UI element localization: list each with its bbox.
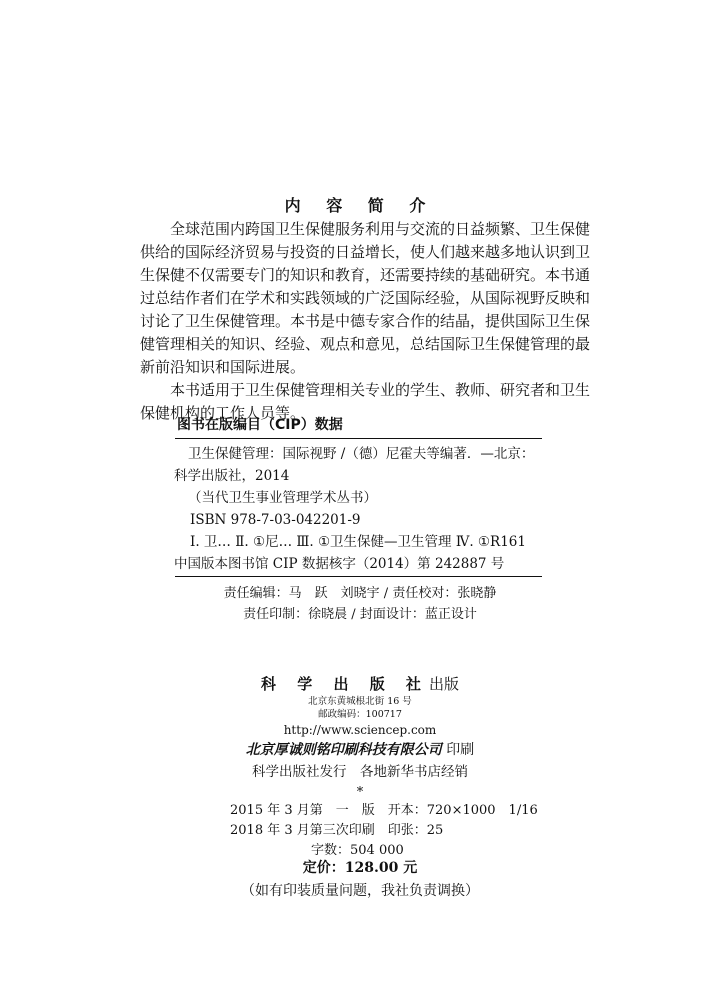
price: 定价：128.00 元 [302, 860, 418, 876]
printer-suffix: 印刷 [446, 742, 475, 758]
specs-line: 字数：504 000 [311, 843, 404, 858]
credits-line: 责任印制：徐晓晨 / 封面设计：蓝正设计 [243, 607, 477, 622]
intro-title: 内 容 简 介 [284, 196, 436, 215]
editorial-credits [0, 583, 720, 625]
cip-line: （当代卫生事业管理学术丛书） [188, 490, 377, 506]
publisher-name [0, 673, 720, 695]
cip-top-rule [175, 438, 542, 439]
cip-bottom-rule [175, 576, 542, 577]
intro-paragraph: 全球范围内跨国卫生保健服务利用与交流的日益频繁、卫生保健供给的国际经济贸易与投资的日益增长，使人们越来越多地认识到卫生保健不仅需要专门的知识和教育，还需要持续的基础研究。本书通过总结作者们在学术和实践领域的广泛国际经验，从国际视野反映和讨论了卫生保健管理。本书是中德专家合作的结晶，提供国际卫生保健管理相关的知识、经验、观点和意见，总结国际卫生保健管理的最新前沿知识和国际进展。 [140, 220, 591, 376]
printer-line [0, 739, 720, 761]
publisher-address: 北京东黄城根北街 16 号 [308, 696, 412, 707]
specs-line: 2015 年 3 月第 一 版 开本：720×1000 1/16 [230, 803, 538, 818]
publisher-postcode: 邮政编码：100717 [318, 709, 402, 720]
cip-line: ISBN 978-7-03-042201-9 [190, 512, 361, 528]
quality-notice: （如有印装质量问题，我社负责调换） [241, 883, 479, 899]
specs-line: 2018 年 3 月第三次印刷 印张：25 [230, 823, 444, 838]
cip-line: 中国版本图书馆 CIP 数据核字（2014）第 242887 号 [174, 556, 505, 572]
intro-paragraph: 本书适用于卫生保健管理相关专业的学生、教师、研究者和卫生保健机构的工作人员等。 [140, 381, 591, 422]
publisher-url: http://www.sciencep.com [283, 723, 437, 737]
publisher-name-suffix: 出版 [428, 675, 459, 693]
distribution-line: 科学出版社发行 各地新华书店经销 [252, 764, 468, 780]
cip-line: 科学出版社，2014 [174, 468, 290, 484]
print-specs [230, 801, 538, 861]
cip-heading: 图书在版编目（CIP）数据 [177, 417, 343, 433]
intro-body [140, 218, 590, 425]
cip-line: 卫生保健管理：国际视野 /（德）尼霍夫等编著．—北京： [188, 446, 535, 462]
printer-name: 北京厚诚则铭印刷科技有限公司 [245, 742, 442, 758]
publisher-name-text: 科 学 出 版 社 [261, 675, 429, 693]
cip-line: Ⅰ. 卫… Ⅱ. ①尼… Ⅲ. ①卫生保健—卫生管理 Ⅳ. ①R161 [190, 534, 526, 550]
publisher-block [0, 673, 720, 803]
cip-block [174, 443, 548, 575]
separator-star: * [356, 785, 364, 800]
credits-line: 责任编辑：马 跃 刘晓宇 / 责任校对：张晓静 [223, 586, 497, 601]
